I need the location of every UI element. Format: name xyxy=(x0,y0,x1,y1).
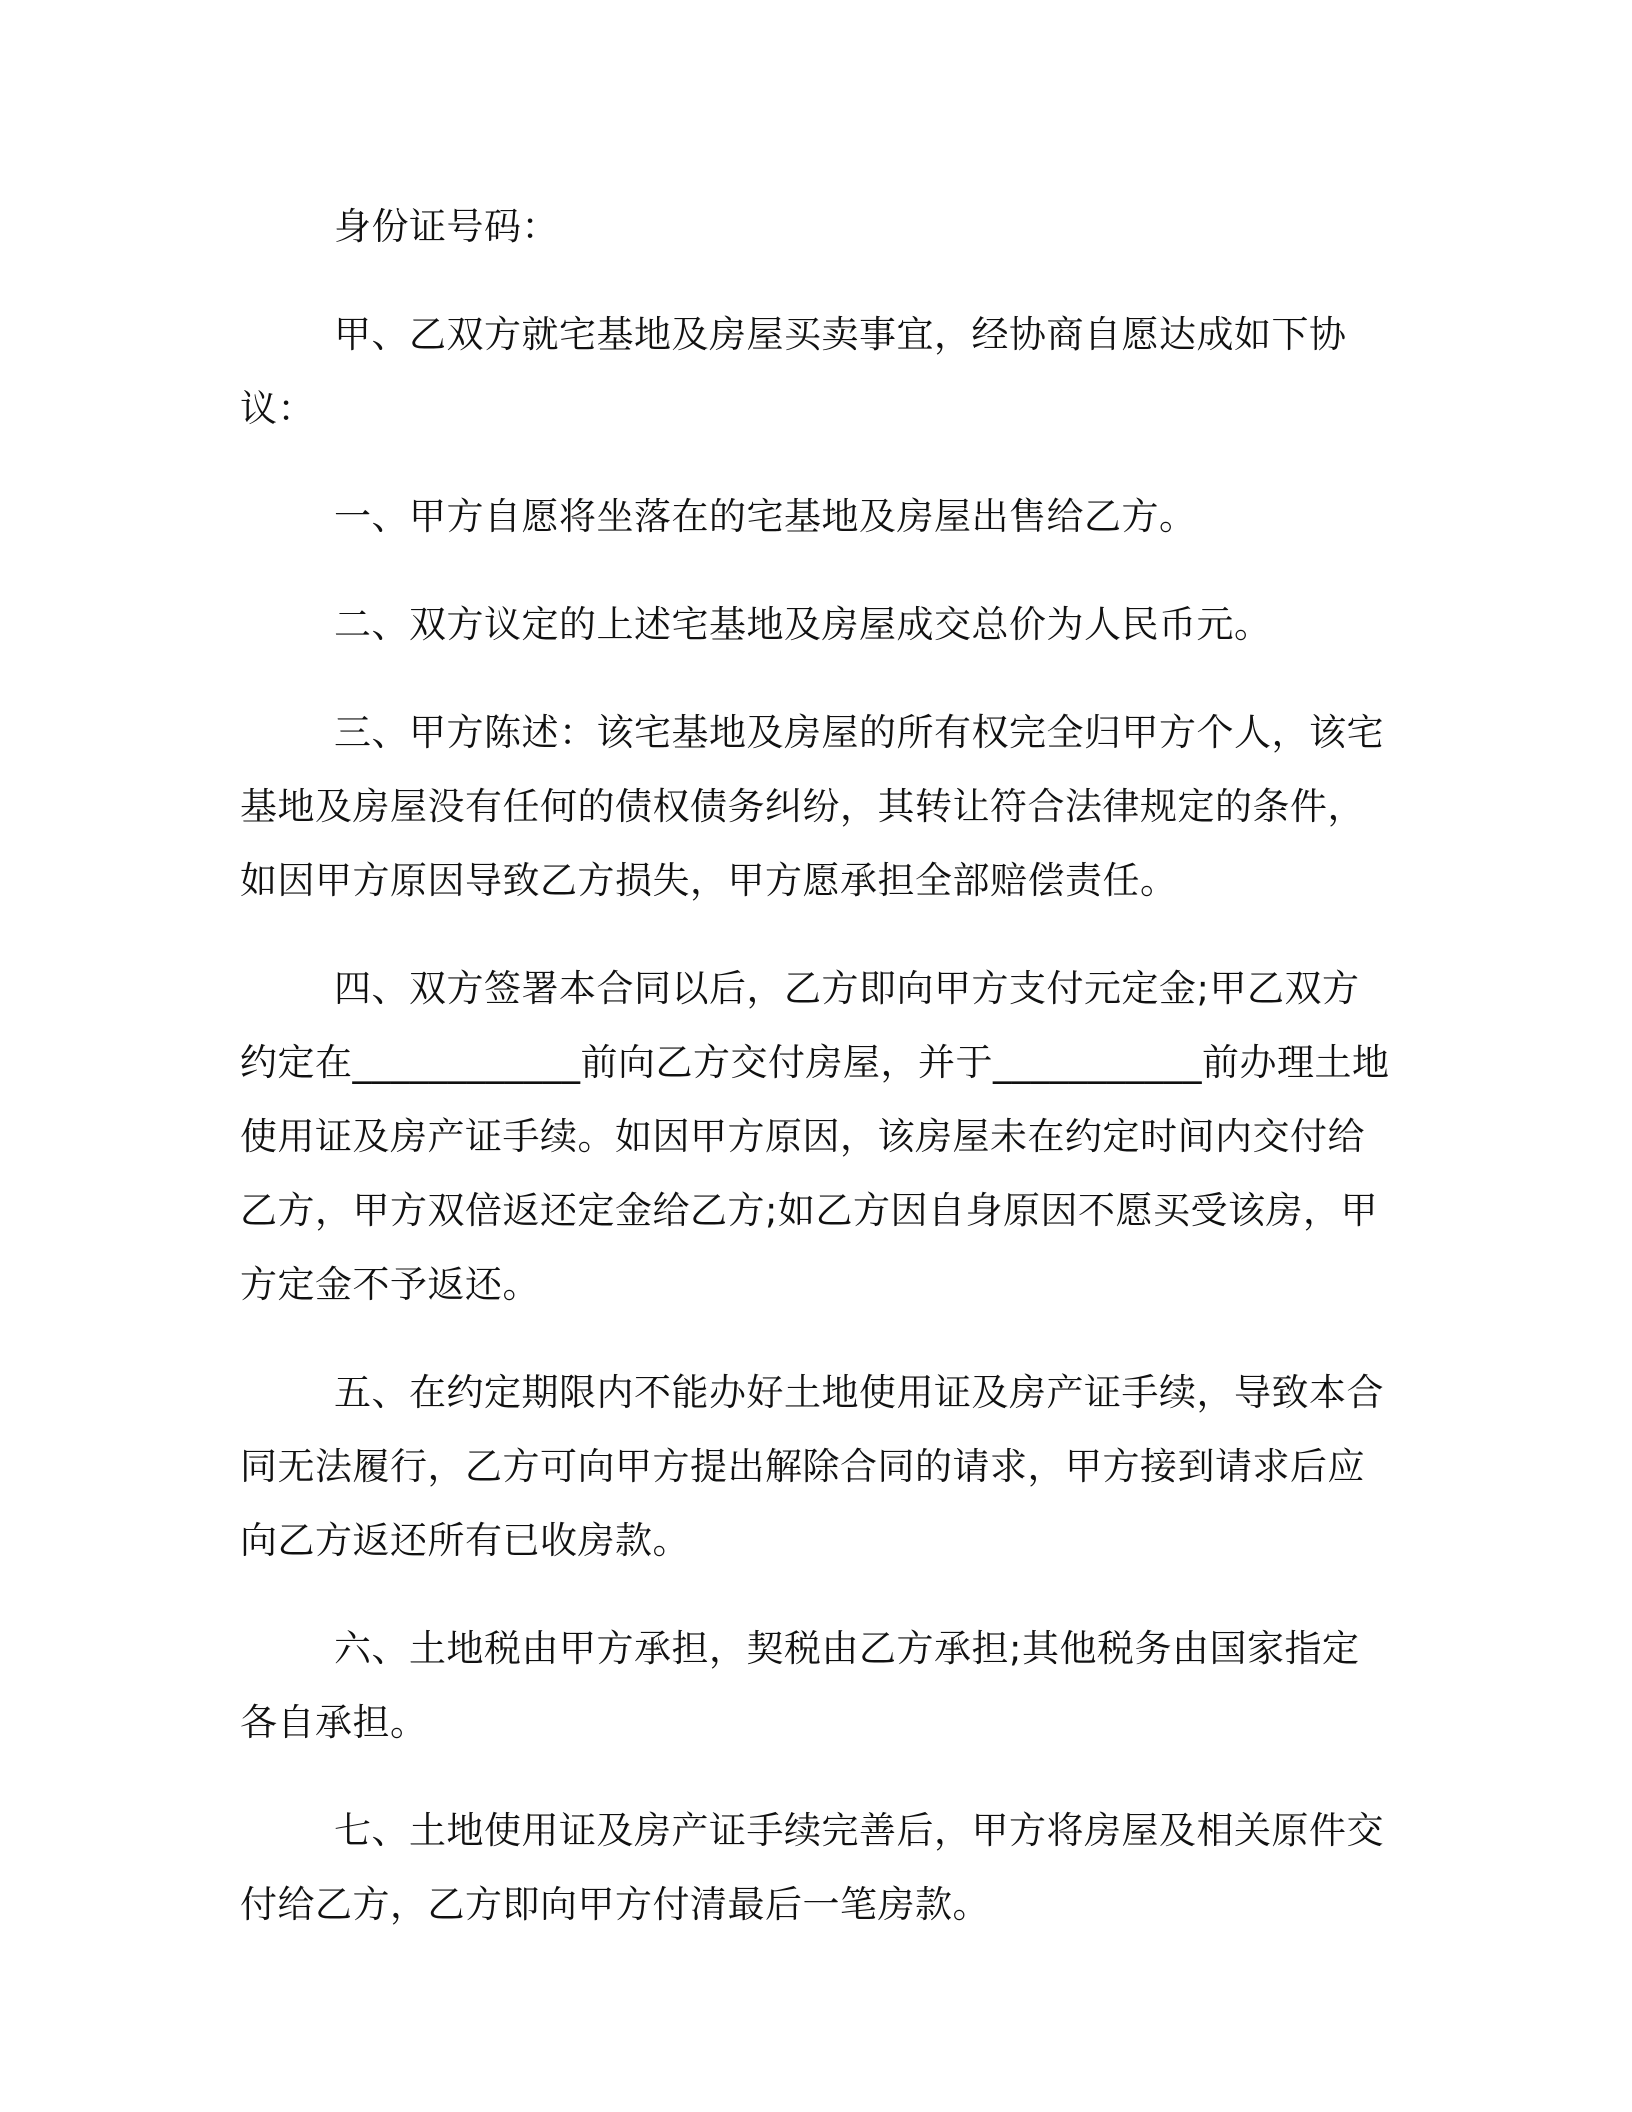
paragraph-line: 各自承担。 xyxy=(240,1701,428,1744)
paragraph-line: 身份证号码： xyxy=(334,205,559,248)
paragraph-line: 四、双方签署本合同以后，乙方即向甲方支付元定金;甲乙双方 xyxy=(334,967,1360,1010)
clause-7 xyxy=(240,1794,1400,1942)
clause-1 xyxy=(240,480,1400,554)
paragraph-line: 使用证及房产证手续。如因甲方原因，该房屋未在约定时间内交付给 xyxy=(240,1115,1365,1158)
paragraph-line: 向乙方返还所有已收房款。 xyxy=(240,1519,690,1562)
document-body xyxy=(240,190,1400,1976)
paragraph-line: 六、土地税由甲方承担，契税由乙方承担;其他税务由国家指定 xyxy=(334,1627,1360,1670)
paragraph-line: 二、双方议定的上述宅基地及房屋成交总价为人民币元。 xyxy=(334,603,1272,646)
paragraph-line: 五、在约定期限内不能办好土地使用证及房产证手续，导致本合 xyxy=(334,1371,1384,1414)
clause-4 xyxy=(240,952,1400,1322)
clause-5 xyxy=(240,1356,1400,1578)
clause-2 xyxy=(240,588,1400,662)
paragraph-line: 一、甲方自愿将坐落在的宅基地及房屋出售给乙方。 xyxy=(334,495,1197,538)
paragraph-line: 如因甲方原因导致乙方损失，甲方愿承担全部赔偿责任。 xyxy=(240,859,1178,902)
clause-3 xyxy=(240,696,1400,918)
paragraph-line: 同无法履行，乙方可向甲方提出解除合同的请求，甲方接到请求后应 xyxy=(240,1445,1365,1488)
paragraph-line: 乙方，甲方双倍返还定金给乙方;如乙方因自身原因不愿买受该房，甲 xyxy=(240,1189,1378,1232)
paragraph-line: 甲、乙双方就宅基地及房屋买卖事宜，经协商自愿达成如下协议： xyxy=(240,313,1347,430)
paragraph-line: 约定在____________前向乙方交付房屋，并于___________前办理土地 xyxy=(240,1041,1390,1084)
clause-6 xyxy=(240,1612,1400,1760)
paragraph-line: 三、甲方陈述：该宅基地及房屋的所有权完全归甲方个人，该宅 xyxy=(334,711,1384,754)
paragraph-line: 七、土地使用证及房产证手续完善后，甲方将房屋及相关原件交 xyxy=(334,1809,1384,1852)
paragraph-line: 基地及房屋没有任何的债权债务纠纷，其转让符合法律规定的条件， xyxy=(240,785,1365,828)
paragraph-line: 方定金不予返还。 xyxy=(240,1263,540,1306)
paragraph-intro xyxy=(240,298,1400,446)
paragraph-id-number xyxy=(240,190,1400,264)
paragraph-line: 付给乙方，乙方即向甲方付清最后一笔房款。 xyxy=(240,1883,990,1926)
